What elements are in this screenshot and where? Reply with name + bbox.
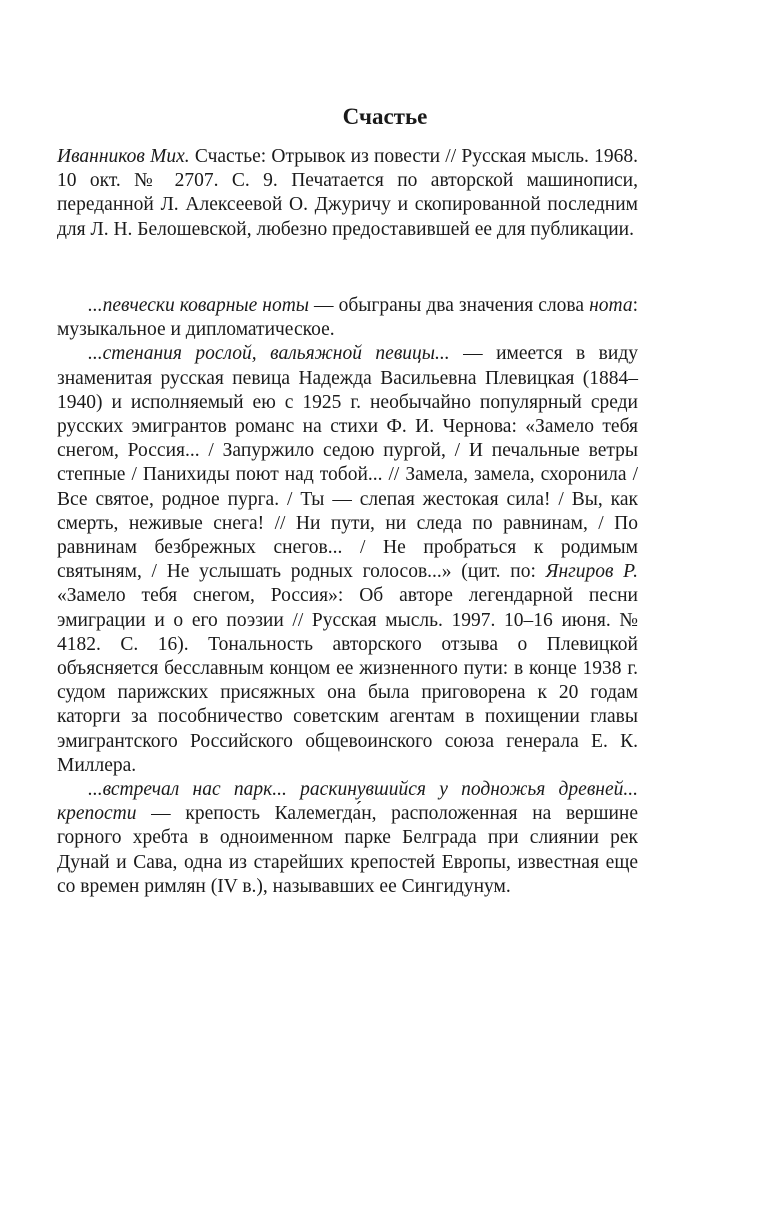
source-text: Счастье: Отрывок из повести // Русская мысль. 1968. 10 окт. № 2707. С. 9. Печатается по авторской машинописи, переданной Л. Алексеевой О. Джуричу и скопированной последним для Л. Н. Белошевской, любезно предоставившей ее для публикации. (57, 146, 638, 240)
note-text: — крепость Калемегда́н, расположенная на вершине горного хребта в одноименном парке Белграда при слиянии рек Дунай и Сава, одна из старейших крепостей Европы, известная еще со времен римлян (IV в.), называвших ее Сингидунум. (57, 803, 638, 897)
note-text: «Замело тебя снегом, Россия»: Об авторе легендарной песни эмиграции и о его поэзии // Русская мысль. 1997. 10–16 июня. № 4182. С. 16). Тональность авторского отзыва о Плевицкой объясняется бесславным концом ее жизненного пути: в конце 1938 г. судом парижских присяжных она была приговорена к 20 годам каторги за пособничество советским агентам в похищении главы эмигрантского Российского общевоинского союза генерала Е. К. Миллера. (57, 585, 638, 776)
source-reference (57, 145, 638, 242)
note-text: — имеется в виду знаменитая русская певица Надежда Васильевна Плевицкая (1884–1940) и исполняемый ею с 1925 г. необычайно популярный среди русских эмигрантов романс на стихи Ф. И. Чернова: «Замело тебя снегом, Россия... / Запуржило седою пургой, / И печальные ветры степные / Панихиды поют над тобой... // Замела, замела, схоронила / Все святое, родное пурга. / Ты — слепая жестокая сила! / Вы, как смерть, неживые снега! // Ни пути, ни следа по равнинам, / По равнинам безбрежных снегов... / Не пробраться к родимым святыням, / Не услышать родных голосов...» (цит. по: (57, 343, 638, 583)
note-text: : музыкальное и дипломатическое. (57, 295, 638, 341)
page-title: Счастье (342, 104, 428, 129)
commentary-notes (57, 294, 638, 899)
note-text: — обыграны два значения слова (309, 295, 590, 316)
note-italic-term: нота (589, 295, 633, 316)
note-paragraph (57, 294, 638, 342)
note-italic-author: Янгиров Р. (545, 561, 638, 583)
note-paragraph (57, 778, 638, 899)
note-lemma: ...певчески коварные ноты (88, 295, 310, 316)
note-lemma: ...стенания рослой, вальяжной певицы... (88, 343, 450, 365)
note-lemma: ...встречал нас парк... раскинувшийся у подножья древней... крепости (57, 779, 638, 825)
source-author: Иванников Мих. (57, 146, 190, 167)
source-paragraph (57, 145, 638, 242)
note-paragraph (57, 342, 638, 778)
